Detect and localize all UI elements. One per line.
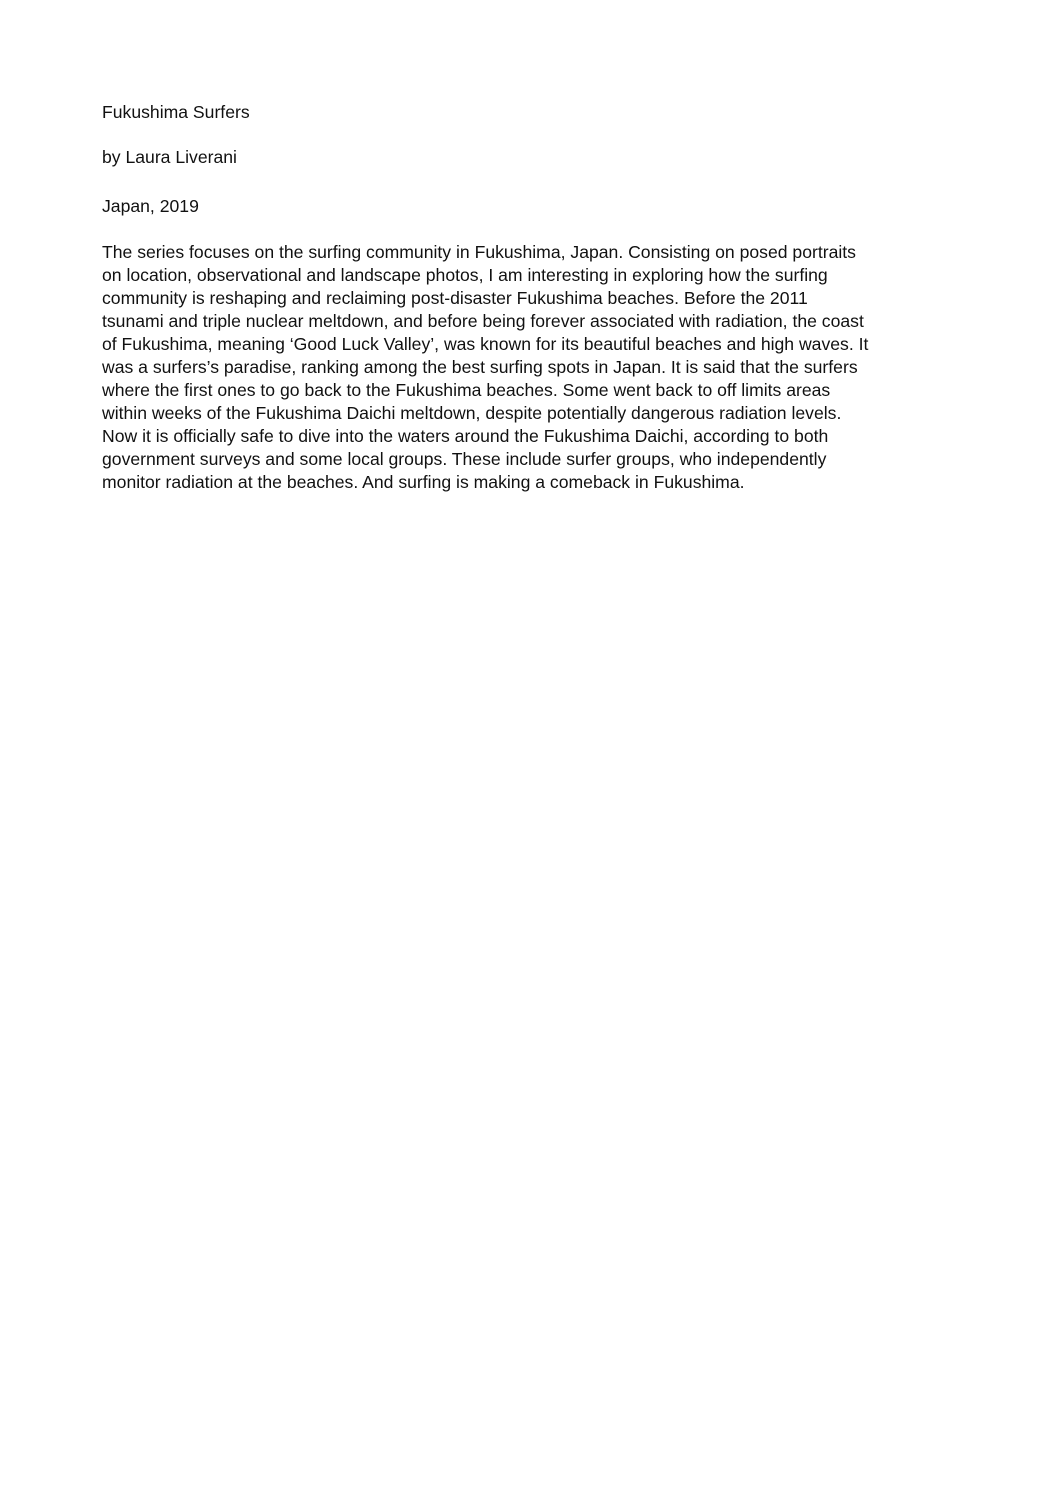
body-line: The series focuses on the surfing community in Fukushima, Japan. Consisting on posed portraits [102,242,856,262]
body-line: where the first ones to go back to the Fukushima beaches. Some went back to off limits areas [102,380,831,400]
body-line: community is reshaping and reclaiming post-disaster Fukushima beaches. Before the 2011 [102,288,808,308]
body-line: tsunami and triple nuclear meltdown, and before being forever associated with radiation, the coast [102,311,864,331]
author-byline: by Laura Liverani [102,147,237,167]
body-line: on location, observational and landscape photos, I am interesting in exploring how the surfing [102,265,828,285]
body-line: of Fukushima, meaning ‘Good Luck Valley’, was known for its beautiful beaches and high waves. It [102,334,869,354]
body-line: was a surfers’s paradise, ranking among the best surfing spots in Japan. It is said that the surfers [102,357,858,377]
body-line: monitor radiation at the beaches. And surfing is making a comeback in Fukushima. [102,472,745,492]
body-line: Now it is officially safe to dive into the waters around the Fukushima Daichi, according to both [102,426,829,446]
body-line: government surveys and some local groups. These include surfer groups, who independently [102,449,827,469]
body-line: within weeks of the Fukushima Daichi meltdown, despite potentially dangerous radiation levels. [102,403,842,423]
place-date: Japan, 2019 [102,196,199,216]
document-title: Fukushima Surfers [102,102,250,122]
